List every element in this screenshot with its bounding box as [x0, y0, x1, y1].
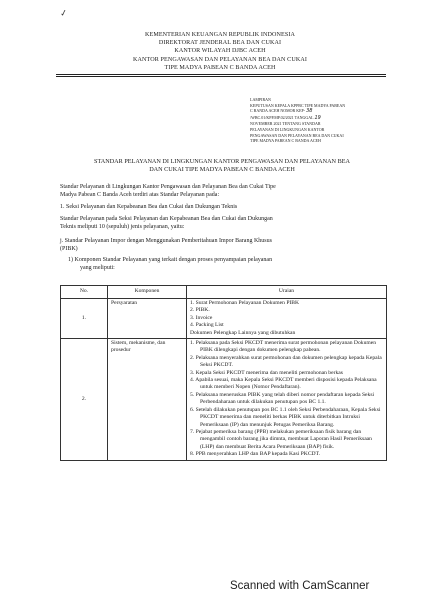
- list-item: 3. Invoice: [190, 314, 213, 321]
- list-item: 4. Apabila sesuai, maka Kepala Seksi PKCDT memberi disposisi kepada Pelaksana untuk memberi Nopen (Nomor Pendaftaran).: [190, 377, 377, 391]
- document-title: [62, 158, 382, 175]
- letterhead-line-1: KEMENTERIAN KEUANGAN REPUBLIK INDONESIA: [145, 32, 295, 38]
- lampiran-line-1: LAMPIRAN: [250, 97, 271, 102]
- intro-line-1: Standar Pelayanan di Lingkungan Kantor Pengawasan dan Pelayanan Bea dan Cukai Tipe: [60, 184, 276, 190]
- list-item: 6. Setelah dilakukan penutupan pos BC 1.1 oleh Seksi Perbendaharaan, Kepala Seksi PKCDT menerima dan meneliti berkas PIBK untuk diterbitkan Intruksi Pemeriksaan (IP) dan menunjuk Petugas Pemeriksa Barang.: [190, 406, 381, 428]
- item-j-line-1: j. Standar Pelayanan Impor dengan Menggunakan Pemberitahuan Impor Barang Khusus: [60, 238, 272, 244]
- lampiran-line-5: NOVEMBER 2021 TENTANG STANDAR: [250, 121, 321, 127]
- table-row: [61, 339, 387, 461]
- list-item: 3. Kepala Seksi PKCDT menerima dan meneliti permohonan berkas: [190, 369, 343, 376]
- title-line-1: STANDAR PELAYANAN DI LINGKUNGAN KANTOR PENGAWASAN DAN PELAYANAN BEA: [94, 158, 350, 165]
- list-item: 1. Pelaksana pada Seksi PKCDT menerima surat permohonan pelayanan Dokumen PIBK dilengkapi dengan dokumen pelengkap pabean.: [190, 340, 376, 354]
- header-uraian: Uraian: [187, 286, 387, 299]
- check-mark: ✓: [58, 7, 69, 19]
- list-item: 5. Pelaksana meneruskan PIBK yang telah diberi nomor pendaftaran kepada Seksi Perbendaharaan untuk dilakukan penutupan pos BC 1.1.: [190, 391, 375, 406]
- letterhead-line-2: DIREKTORAT JENDERAL BEA DAN CUKAI: [158, 40, 282, 47]
- sub-item-1-line-1: 1) Komponen Standar Pelayanan yang terkait dengan proses penyampaian pelayanan: [68, 257, 273, 263]
- service-standard-table: [60, 285, 387, 461]
- handwritten-date: 19: [314, 114, 321, 121]
- row-1-komponen: Persyaratan: [108, 299, 187, 339]
- section-1-heading: 1. Seksi Pelayanan dan Kepabeanan Bea dan Cukai dan Dukungan Teknis: [60, 204, 238, 210]
- intro-line-2: Madya Pabean C Banda Aceh terdiri atas Standar Pelayanan pada:: [60, 192, 220, 198]
- lampiran-line-4: /WBC.01/KPP.MP.02/2021 TANGGAL: [250, 114, 314, 120]
- list-item: 7. Pejabat pemeriksa barang (PPB) melakukan pemeriksaan fisik barang dan mengambil contoh barang jika dimnta, membuat Laporan Hasil Pemeriksaan (LHP) dan membuat Berita Acara Pemeriksaan (BAP) fisik.: [190, 428, 372, 450]
- header-komponen: Komponen: [108, 286, 187, 299]
- row-1-uraian: [187, 299, 387, 339]
- letterhead-line-5: TIPE MADYA PABEAN C BANDA ACEH: [164, 64, 276, 71]
- row-2-list: [190, 340, 383, 459]
- list-item: 4. Packing List: [190, 322, 224, 329]
- lampiran-line-7: PENGAWASAN DAN PELAYANAN BEA DAN CUKAI: [250, 132, 344, 138]
- list-item: 2. Pelaksana menyerahkan surat permohonan dan dokumen pelengkap kepada Kepala Seksi PKCDT.: [190, 354, 382, 369]
- lampiran-line-3: C BANDA ACEH NOMOR KEP-: [250, 108, 306, 114]
- handwritten-number: 38: [306, 108, 313, 115]
- letterhead-line-4: KANTOR PENGAWASAN DAN PELAYANAN BEA DAN CUKAI: [133, 56, 307, 63]
- row-2-komponen: Sistem, mekanisme, dan prosedur: [108, 339, 187, 461]
- title-line-2: DAN CUKAI TIPE MADYA PABEAN C BANDA ACEH: [149, 166, 295, 174]
- item-j-line-2: (PIBK): [60, 246, 78, 252]
- list-item: 8. PPB menyerahkan LHP dan BAP kepada Kasi PKCDT.: [190, 451, 320, 458]
- row-1-list: [190, 300, 383, 337]
- letterhead: [100, 31, 340, 72]
- list-item: 2. PIBK.: [190, 307, 210, 314]
- camscanner-watermark: Scanned with CamScanner: [230, 580, 370, 592]
- letterhead-rule-thin: [56, 76, 386, 77]
- header-no: No.: [61, 286, 108, 299]
- list-item: Dokumen Pelengkap Lainnya yang dibutuhkan: [190, 329, 296, 336]
- section-1-desc-1: Standar Pelayanan pada Seksi Pelayanan dan Kepabeanan Bea dan Cukai dan Dukungan: [60, 216, 273, 222]
- letterhead-line-3: KANTOR WILAYAH DJBC ACEH: [174, 48, 266, 55]
- section-1-desc-2: Teknis meliputi 10 (sepuluh) jenis pelayanan, yaitu:: [60, 224, 185, 230]
- lampiran-line-6: PELAYANAN DI LINGKUNGAN KANTOR: [250, 126, 325, 132]
- lampiran-line-2: KEPUTUSAN KEPALA KPPBC TIPE MADYA PABEAN: [250, 102, 346, 108]
- letterhead-rule: [56, 74, 386, 75]
- row-2-uraian: [187, 339, 387, 461]
- row-2-no: 2.: [61, 339, 108, 461]
- lampiran-block: [250, 97, 380, 144]
- list-item: 1. Surat Permohonan Pelayanan Dokumen PIBK: [190, 300, 300, 306]
- sub-item-1-line-2: yang meliputi:: [80, 265, 115, 271]
- table-row: [61, 299, 387, 339]
- row-1-no: 1.: [61, 299, 108, 339]
- table-header-row: [61, 286, 387, 299]
- lampiran-line-8: TIPE MADYA PABEAN C BANDA ACEH: [250, 138, 321, 144]
